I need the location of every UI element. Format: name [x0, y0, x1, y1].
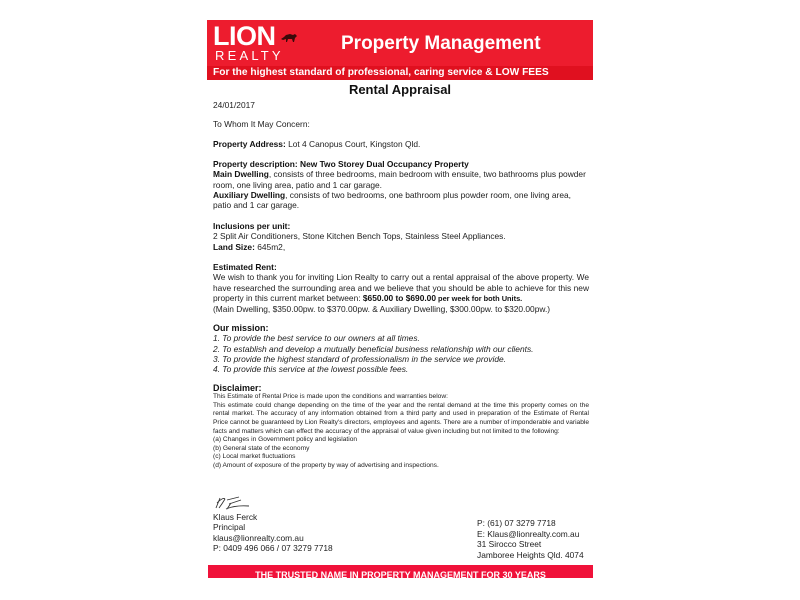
mission-heading: Our mission: — [213, 323, 269, 333]
office-suburb: Jamboree Heights Qld. 4074 — [477, 549, 584, 560]
office-street: 31 Sirocco Street — [477, 539, 542, 549]
office-email: E: Klaus@lionrealty.com.au — [477, 528, 580, 539]
signatory-phone: P: 0409 496 066 / 07 3279 7718 — [213, 542, 333, 553]
estimated-rent-section — [213, 262, 589, 314]
mission-item: 1. To provide the best service to our owners at all times. — [213, 333, 420, 344]
office-phone: P: (61) 07 3279 7718 — [477, 518, 556, 528]
main-dwelling-text: , consists of three bedrooms, main bedroom with ensuite, two bathrooms plus powder room, one living area, patio and 1 car garage. — [213, 169, 586, 190]
footer-banner — [208, 565, 593, 578]
main-dwelling-label: Main Dwelling — [213, 169, 269, 180]
main-dwelling — [213, 169, 589, 190]
footer-slogan: THE TRUSTED NAME IN PROPERTY MANAGEMENT FOR 30 YEARS — [255, 570, 546, 580]
aux-dwelling — [213, 190, 589, 211]
property-address — [213, 139, 589, 149]
signatory-role: Principal — [213, 522, 246, 533]
office-contact-block — [477, 518, 584, 560]
rent-range: $650.00 to $690.00 — [362, 292, 436, 303]
disclaimer-body: This estimate could change depending on the time of the year and the rental demand at the time this property comes on the rental market. The accuracy of any information obtained from a third party and used in preparation of the Estimate of Rental Price cannot be guaranteed by Lion Realty's directors, employees and agents. There are a number of imponderable and variable facts and matters which can effect the accuracy of the appraisal of value given including but not limited to the following: — [213, 401, 589, 435]
letter-date: 24/01/2017 — [213, 100, 255, 110]
inclusions-section — [213, 221, 589, 252]
mission-section — [213, 323, 589, 374]
signatory-name: Klaus Ferck — [213, 512, 258, 522]
description-heading: Property description: New Two Storey Dual Occupancy Property — [213, 159, 469, 169]
letterhead-banner — [207, 20, 593, 80]
header-tagline: For the highest standard of professional, caring service & LOW FEES — [213, 67, 549, 78]
salutation: To Whom It May Concern: — [213, 119, 310, 129]
mission-item: 2. To establish and develop a mutually beneficial business relationship with our clients. — [213, 343, 534, 354]
header-title: Property Management — [341, 33, 541, 54]
disclaimer-item: (c) Local market fluctuations — [213, 453, 296, 461]
document-page — [207, 20, 593, 580]
disclaimer-section — [213, 383, 589, 471]
disclaimer-item: (d) Amount of exposure of the property by way of advertising and inspections. — [213, 462, 439, 470]
logo-lion-text: LION — [213, 21, 276, 51]
disclaimer-heading: Disclaimer: — [213, 383, 262, 393]
estimated-rent-heading: Estimated Rent: — [213, 262, 277, 272]
disclaimer-item: (a) Changes in Government policy and legislation — [213, 436, 358, 444]
signature-image — [213, 494, 265, 512]
mission-item: 3. To provide the highest standard of professionalism in the service we provide. — [213, 353, 506, 364]
aux-dwelling-label: Auxiliary Dwelling — [213, 189, 286, 200]
logo-realty-text: REALTY — [215, 48, 284, 63]
land-size-label: Land Size: — [213, 241, 255, 252]
document-title: Rental Appraisal — [348, 82, 452, 97]
rent-suffix: per week for both Units. — [436, 293, 523, 303]
disclaimer-item: (b) General state of the economy — [213, 444, 310, 452]
disclaimer-intro: This Estimate of Rental Price is made upon the conditions and warranties below: — [213, 393, 448, 401]
estimated-rent-body: We wish to thank you for inviting Lion Realty to carry out a rental appraisal of the above property. We have researched the surrounding area and we believe that you should be able to achieve for this new property in this current market between: $650.00 to $690.00 per week for both Units. — [213, 272, 589, 303]
land-size-value: 645m2, — [254, 241, 286, 252]
mission-item: 4. To provide this service at the lowest possible fees. — [213, 364, 409, 375]
rent-breakdown: (Main Dwelling, $350.00pw. to $370.00pw. & Auxiliary Dwelling, $300.00pw. to $320.00pw.) — [213, 304, 551, 315]
aux-dwelling-text: , consists of two bedrooms, one bathroom plus powder room, one living area, patio and 1 car garage. — [213, 189, 571, 211]
inclusions-heading: Inclusions per unit: — [213, 221, 291, 231]
property-description — [213, 159, 589, 210]
address-value: Lot 4 Canopus Court, Kingston Qld. — [285, 139, 421, 149]
lion-logo-icon — [281, 33, 297, 43]
address-label: Property Address: — [213, 139, 286, 149]
signatory-email: klaus@lionrealty.com.au — [213, 532, 304, 543]
inclusions-text: 2 Split Air Conditioners, Stone Kitchen Bench Tops, Stainless Steel Appliances. — [213, 231, 506, 242]
